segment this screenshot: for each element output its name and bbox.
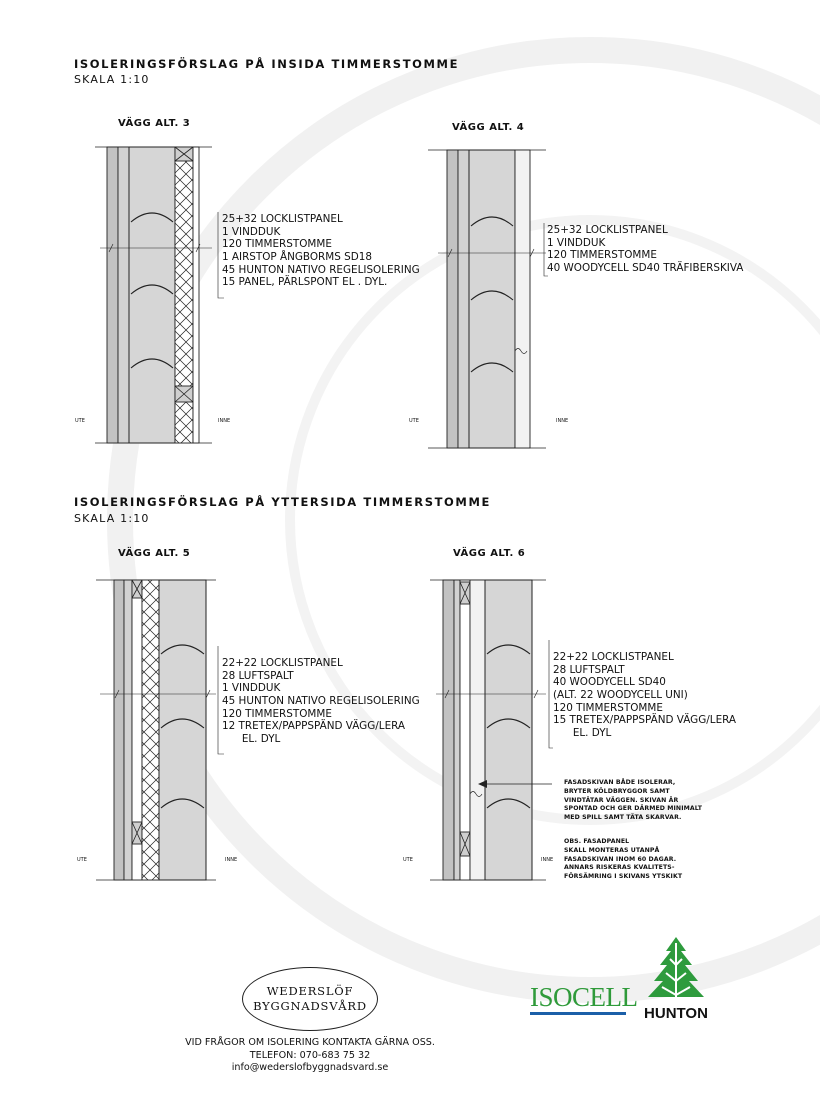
isocell-logo: [530, 982, 638, 1015]
layer-item: 28 LUFTSPALT: [553, 663, 625, 676]
wall-4-drawing: [428, 150, 548, 448]
wall-5-inside-label: INNE: [225, 857, 238, 863]
wall-6-outside-label: UTE: [403, 857, 413, 863]
contact-email[interactable]: info@wederslofbyggnadsvard.se: [231, 1062, 389, 1073]
hunton-logo: [640, 935, 712, 1022]
layer-item: 1 VINDDUK: [547, 236, 606, 249]
layer-item: 1 VINDDUK: [222, 225, 281, 238]
wall-6-note-facade: FASADSKIVAN BÅDE ISOLERAR, BRYTER KÖLDBRYGGOR SAMT VINDTÄTAR VÄGGEN. SKIVAN ÄR SPONTAD OCH GER DÄRMED MINIMALT MED SPILL SAMT TÄTA SKARVAR.: [564, 779, 703, 822]
section-title-inside: ISOLERINGSFÖRSLAG PÅ INSIDA TIMMERSTOMME: [74, 57, 460, 71]
layer-item: 40 WOODYCELL SD40: [553, 676, 666, 689]
section-title-outside: ISOLERINGSFÖRSLAG PÅ YTTERSIDA TIMMERSTOMME: [74, 495, 491, 509]
company-logo: [242, 967, 378, 1031]
layer-item: (ALT. 22 WOODYCELL UNI): [553, 689, 688, 702]
wall-label-4: VÄGG ALT. 4: [452, 122, 525, 133]
layer-item: 1 AIRSTOP ÅNGBORMS SD18: [222, 251, 372, 264]
hunton-wordmark: HUNTON: [644, 1005, 708, 1022]
layer-item: 12 TRETEX/PAPPSPÄND VÄGG/LERA: [222, 720, 406, 733]
wall-6-drawing: [430, 580, 553, 880]
layer-item: 120 TIMMERSTOMME: [222, 238, 332, 251]
layer-item: 25+32 LOCKLISTPANEL: [222, 213, 343, 225]
contact-line: VID FRÅGOR OM ISOLERING KONTAKTA GÄRNA OSS.: [185, 1037, 435, 1048]
layer-item: 40 WOODYCELL SD40 TRÄFIBERSKIVA: [547, 262, 744, 275]
wall-3-layer-list: [222, 213, 420, 289]
isocell-wordmark: ISOCELL: [530, 982, 638, 1012]
layer-item: 22+22 LOCKLISTPANEL: [553, 651, 674, 663]
wall-5-outside-label: UTE: [77, 857, 87, 863]
contact-phone: TELEFON: 070-683 75 32: [249, 1049, 371, 1061]
wall-6-note-warning: OBS. FASADPANEL SKALL MONTERAS UTANPÅ FASADSKIVAN INOM 60 DAGAR. ANNARS RISKERAS KVALITETS- FÖRSÄMRING I SKIVANS YTSKIKT: [564, 838, 683, 881]
layer-item: 25+32 LOCKLISTPANEL: [547, 224, 668, 236]
layer-item: 45 HUNTON NATIVO REGELISOLERING: [222, 263, 420, 276]
wall-3-outside-label: UTE: [75, 418, 85, 424]
layer-item: 1 VINDDUK: [222, 682, 281, 695]
hunton-tree-icon: [640, 935, 712, 1003]
layer-item: 22+22 LOCKLISTPANEL: [222, 657, 343, 669]
layer-item: 120 TIMMERSTOMME: [553, 701, 663, 714]
wall-5-drawing: [96, 580, 224, 880]
wall-4-outside-label: UTE: [409, 418, 419, 424]
wall-4-layer-list: [547, 224, 743, 275]
layer-item: 15 PANEL, PÄRLSPONT EL . DYL.: [222, 276, 388, 289]
wall-5-layer-list: [222, 657, 420, 746]
contact-info: [100, 1037, 520, 1075]
wall-3-drawing: [95, 147, 224, 443]
wall-label-6: VÄGG ALT. 6: [453, 548, 526, 559]
layer-item: 28 LUFTSPALT: [222, 669, 294, 682]
layer-item: EL. DYL: [222, 733, 281, 746]
layer-item: 15 TRETEX/PAPPSPÄND VÄGG/LERA: [553, 714, 737, 727]
wall-label-5: VÄGG ALT. 5: [118, 548, 191, 559]
wall-3-inside-label: INNE: [218, 418, 231, 424]
wall-6-inside-label: INNE: [541, 857, 554, 863]
wall-label-3: VÄGG ALT. 3: [118, 118, 191, 129]
company-name-line1: WEDERSLÖF: [266, 984, 354, 998]
layer-item: 120 TIMMERSTOMME: [222, 707, 332, 720]
company-name-line2: BYGGNADSVÅRD: [253, 999, 367, 1013]
layer-item: 120 TIMMERSTOMME: [547, 249, 657, 262]
layer-item: 45 HUNTON NATIVO REGELISOLERING: [222, 695, 420, 708]
layer-item: EL. DYL: [553, 727, 612, 740]
wall-4-inside-label: INNE: [556, 418, 569, 424]
section-scale-inside: SKALA 1:10: [74, 73, 150, 86]
wall-6-layer-list: [553, 651, 736, 740]
section-scale-outside: SKALA 1:10: [74, 512, 150, 525]
